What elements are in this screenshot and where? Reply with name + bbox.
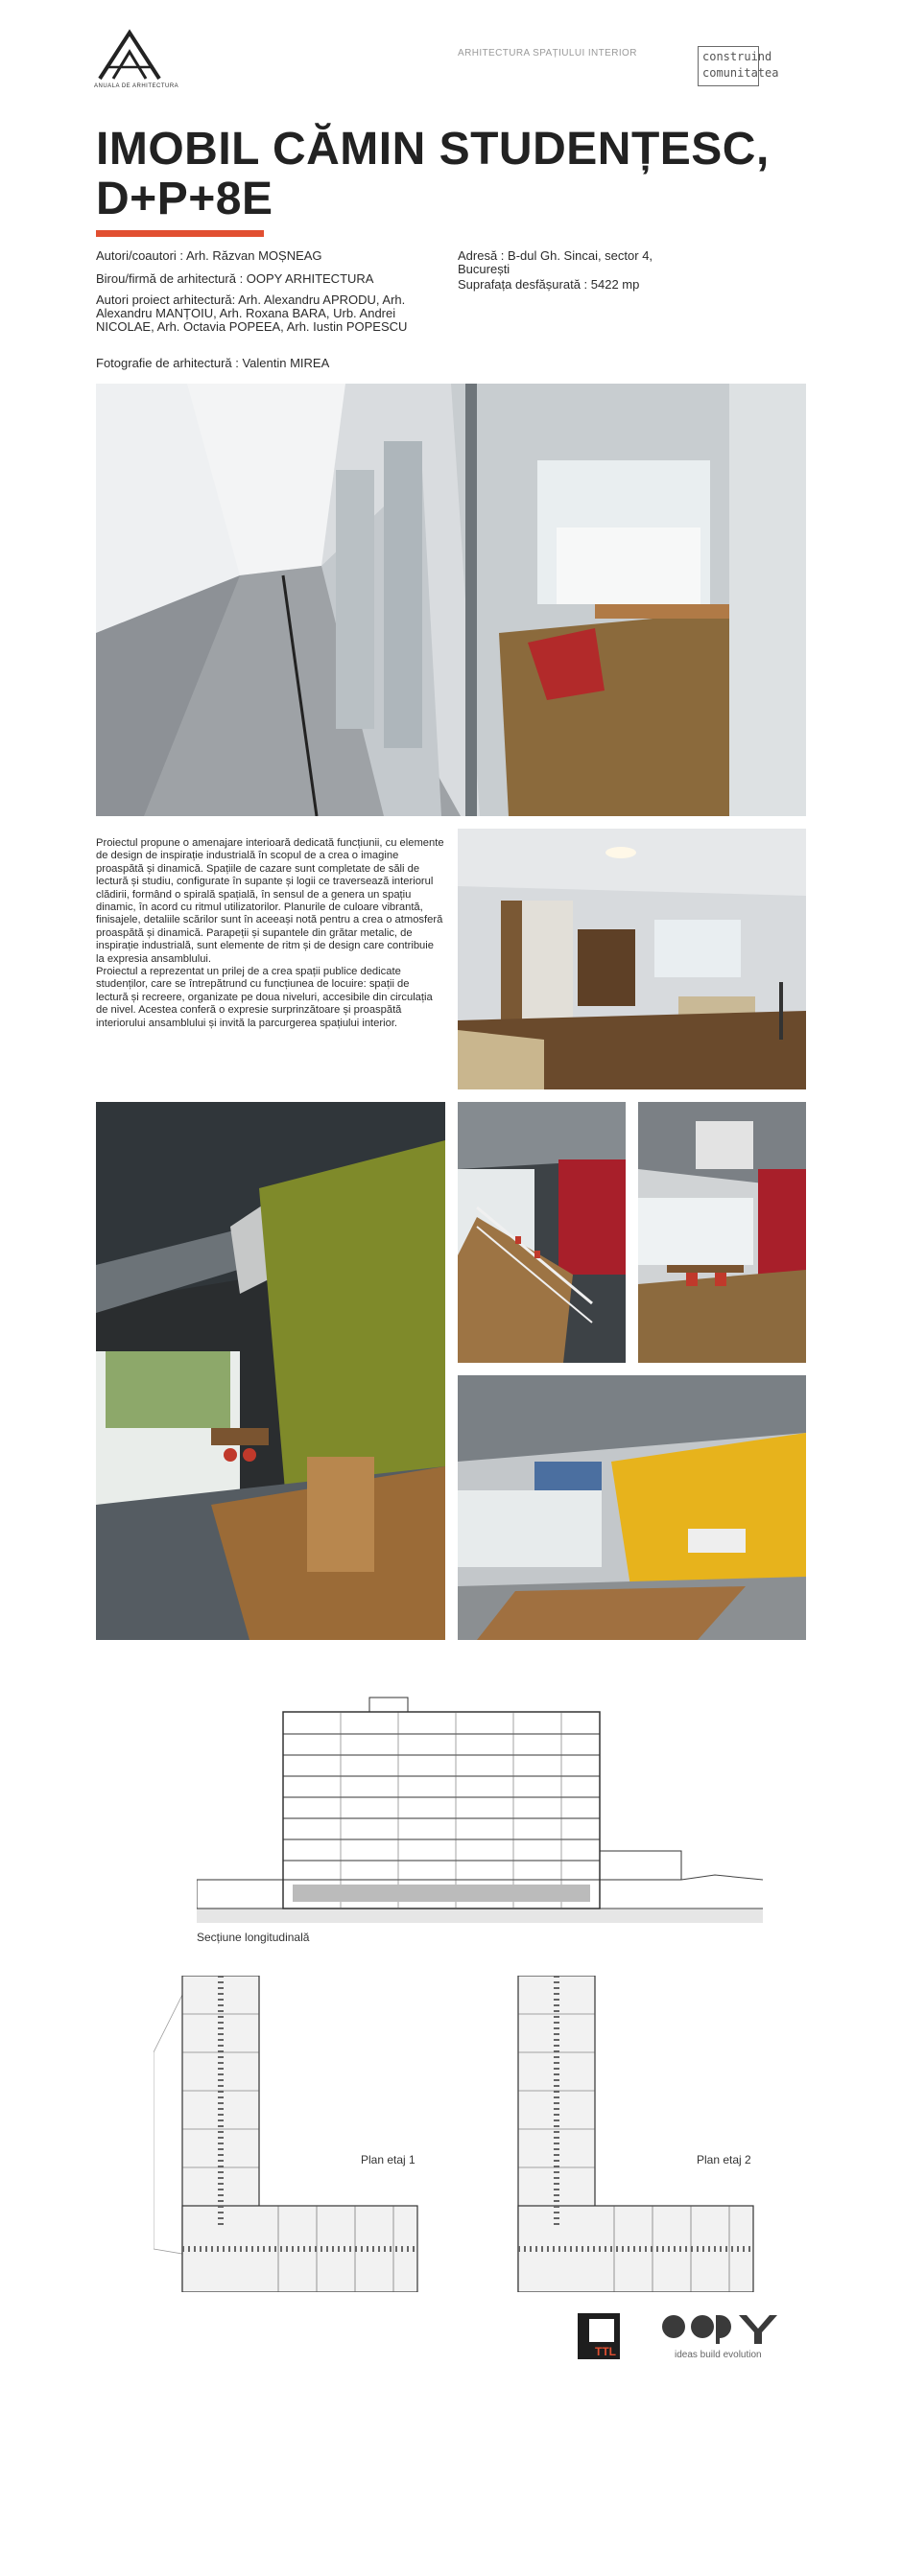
credit-project-authors: Autori proiect arhitectură: Arh. Alexandru APRODU, Arh. Alexandru MANȚOIU, Arh. Roxana BARA, Urb. Andrei NICOLAE, Arh. Octavia POPEEA, Arh. Iustin POPESCU: [96, 293, 408, 334]
ttl-logo: [576, 2311, 622, 2361]
photo-red-wall-mezzanine: [638, 1102, 806, 1363]
title-underline: [96, 230, 264, 237]
floor-plan-1: [154, 1976, 432, 2292]
credit-authors: Autori/coautori : Arh. Răzvan MOȘNEAG: [96, 248, 322, 263]
photo-corridor: [96, 384, 806, 816]
project-area: Suprafața desfășurată : 5422 mp: [458, 277, 640, 292]
photo-red-wall-stairs: [458, 1102, 626, 1363]
project-description: [96, 837, 444, 1030]
plan2-label: Plan etaj 2: [697, 2153, 751, 2166]
floor-plan-2: [489, 1976, 768, 2292]
category-label: ARHITECTURA SPAȚIULUI INTERIOR: [458, 48, 637, 59]
campaign-logo-line-2: comunitatea: [702, 66, 779, 80]
school-logo-caption: ANUALA DE ARHITECTURA: [94, 83, 179, 89]
oopy-logo: [660, 2311, 785, 2344]
photo-bedroom: [458, 829, 806, 1089]
description-paragraph-2: Proiectul a reprezentat un prilej de a crea spații publice dedicate studenților, care se întrepătrund cu funcțiunea de locuire: spații de lectură și recreere, organizate pe doua niveluri, accesibile din circulația de nivel. Acestea conferă o expresie surprinzătoare și proaspătă interiorului ansamblului și invită la parcurgerea spațiului interior.: [96, 966, 433, 1029]
campaign-logo: [698, 46, 779, 86]
description-paragraph-1: Proiectul propune o amenajare interioară dedicată funcțiunii, cu elemente de design de inspirație industrială în scopul de a crea o imagine proaspătă și dinamică. Spațiile de cazare sunt completate de săli de lectură și studiu, configurate în supante și logii ce traversează interiorul clădirii, formând o spirală spațială, în sensul de a genera un spațiu dinamic, în acord cu ritmul utilizatorilor. Planurile de culoare vibrantă, finisajele, detaliile scărilor sunt în aceeași notă pentru a crea o atmosferă proaspătă și dinamică. Parapeții și supantele din grătar metalic, de inspirație industrială, sunt elemente de ritm și de design care contribuie la expresia ansamblului.: [96, 837, 444, 965]
credit-photography: Fotografie de arhitectură : Valentin MIREA: [96, 356, 330, 370]
project-address: Adresă : B-dul Gh. Sincai, sector 4, București: [458, 248, 653, 276]
photo-green-wall-study: [96, 1102, 445, 1640]
section-label: Secțiune longitudinală: [197, 1931, 310, 1944]
credit-firm: Birou/firmă de arhitectură : OOPY ARHITECTURA: [96, 271, 374, 286]
campaign-logo-line-1: construind: [702, 50, 772, 63]
photo-yellow-wall-lounge: [458, 1375, 806, 1640]
plan1-label: Plan etaj 1: [361, 2153, 415, 2166]
oopy-tagline: ideas build evolution: [675, 2350, 762, 2360]
page-title: IMOBIL CĂMIN STUDENȚESC, D+P+8E: [96, 124, 770, 224]
longitudinal-section-drawing: [197, 1688, 763, 1923]
ttl-logo-text: TTL: [595, 2345, 616, 2358]
